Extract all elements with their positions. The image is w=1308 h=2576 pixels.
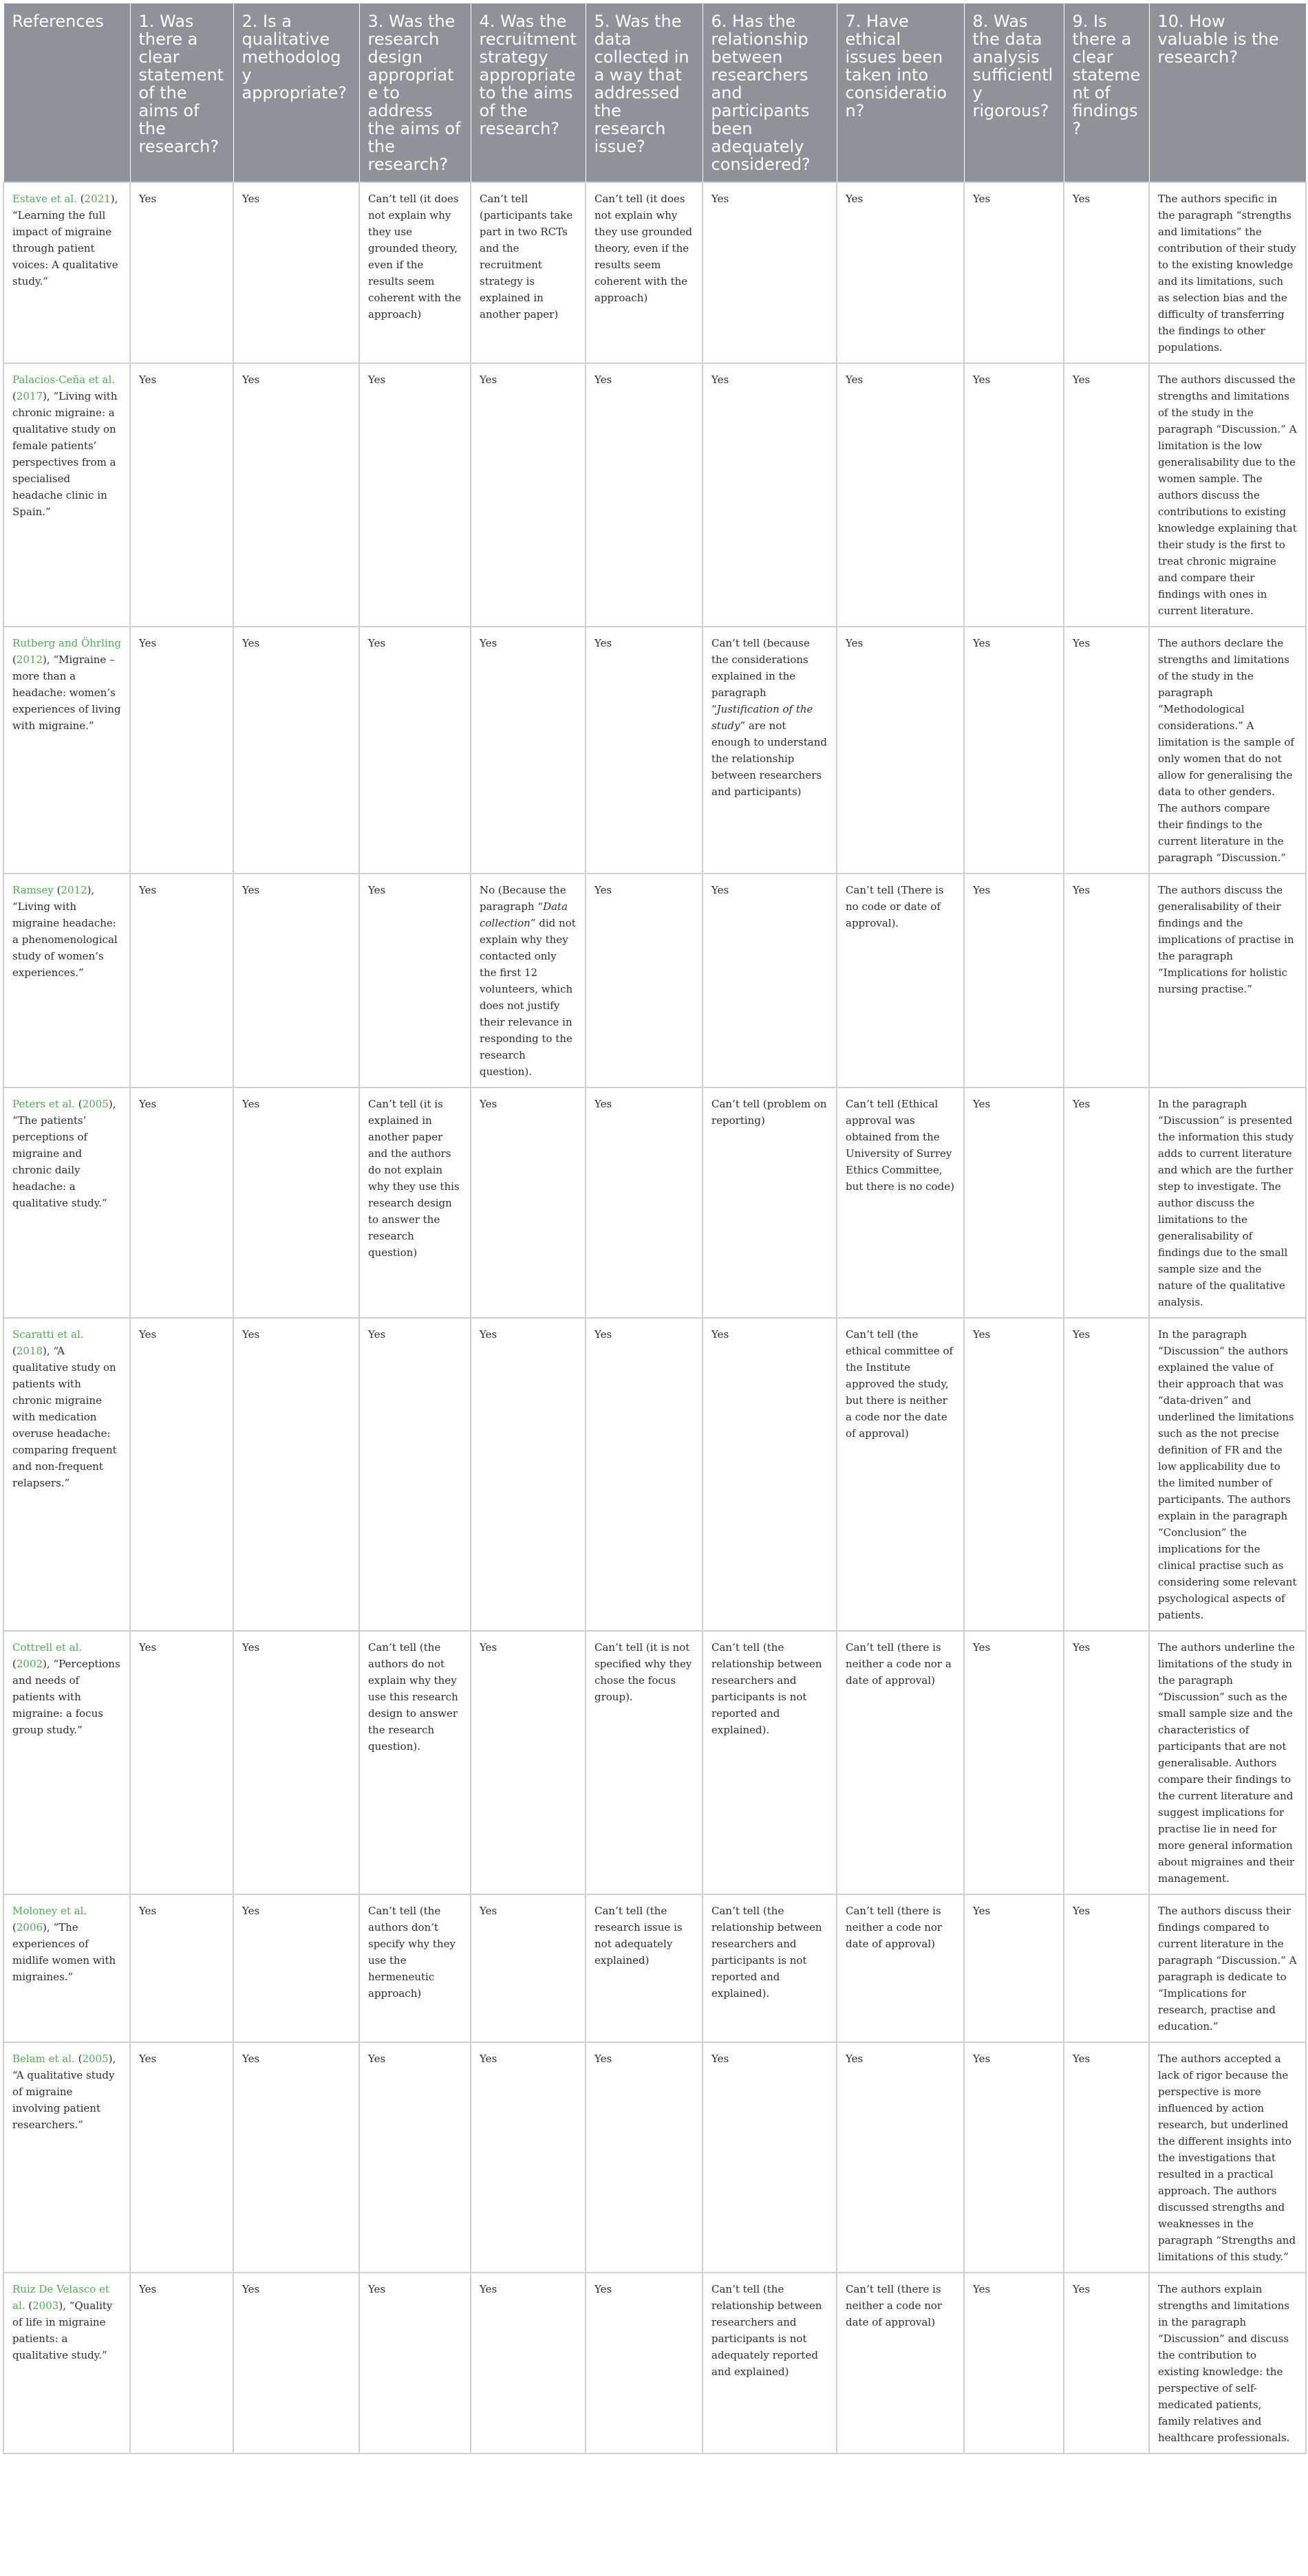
reference-author-link[interactable]: Estave et al. bbox=[12, 193, 77, 205]
cell-text: Yes bbox=[1073, 374, 1091, 386]
reference-year-link[interactable]: 2002 bbox=[16, 1658, 43, 1670]
cell-text: Yes bbox=[594, 2053, 612, 2065]
reference-title: “Perceptions and needs of patients with migraine: a focus group study.” bbox=[12, 1658, 120, 1736]
cell-text: Yes bbox=[594, 884, 612, 896]
answer-cell-q7 bbox=[837, 363, 964, 627]
table-row bbox=[3, 363, 1306, 627]
answer-cell-q4 bbox=[471, 1894, 586, 2042]
cell-text: Yes bbox=[242, 1098, 260, 1110]
answer-cell-q1 bbox=[130, 627, 233, 874]
cell-text: Can’t tell (there is neither a code nor date of approval) bbox=[846, 2283, 943, 2328]
answer-cell-q8 bbox=[964, 1318, 1064, 1631]
column-header-q7: 7. Have ethical issues been taken into consideration? bbox=[837, 3, 964, 183]
reference-cell: Belam et al. (2005), “A qualitative study of migraine involving patient researchers.” bbox=[3, 2042, 130, 2273]
value-assessment-cell bbox=[1149, 2273, 1306, 2454]
cell-text: Can’t tell (the research issue is not adequately explained) bbox=[594, 1905, 683, 1967]
cell-text: Can’t tell (the ethical committee of the Institute approved the study, but there is neither a code nor the date of approval) bbox=[846, 1328, 954, 1440]
value-assessment-cell bbox=[1149, 1631, 1306, 1894]
cell-text: Yes bbox=[1073, 1905, 1091, 1917]
cell-text: Yes bbox=[242, 193, 260, 205]
header-row bbox=[3, 3, 1306, 183]
cell-text: Yes bbox=[368, 637, 386, 649]
reference-cell: Palacios-Ceña et al. (2017), “Living with chronic migraine: a qualitative study on female patients’ perspectives from a specialised headache clinic in Spain.” bbox=[3, 363, 130, 627]
cell-text: Yes bbox=[480, 374, 497, 386]
column-header-q3: 3. Was the research design appropriate to address the aims of the research? bbox=[359, 3, 471, 183]
cell-text: Yes bbox=[1073, 1641, 1091, 1654]
cell-text: Yes bbox=[242, 637, 260, 649]
reference-author-link[interactable]: Scaratti et al. bbox=[12, 1328, 84, 1341]
cell-text: Can’t tell (Ethical approval was obtained from the University of Surrey Ethics Committee, but there is no code) bbox=[846, 1098, 954, 1193]
cell-text: The authors discussed the strengths and limitations of the study in the paragraph “Discussion.” A limitation is the low generalisability due to the women sample. The authors discuss the contributions to existing knowledge explaining that their study is the first to treat chronic migraine and compare their findings with ones in current literature. bbox=[1158, 374, 1297, 617]
answer-cell-q2 bbox=[233, 1631, 359, 1894]
column-header-q8: 8. Was the data analysis sufficiently rigorous? bbox=[964, 3, 1064, 183]
cell-text: Yes bbox=[368, 1328, 386, 1341]
cell-text: The authors underline the limitations of the study in the paragraph “Discussion” such as the small sample size and the characteristics of participants that are not generalisable. Authors compare their findings to the current literature and suggest implications for practise lie in need for more general information about migraines and their management. bbox=[1158, 1641, 1295, 1885]
cell-text: Yes bbox=[480, 1098, 497, 1110]
answer-cell-q6 bbox=[703, 1631, 837, 1894]
casp-quality-table bbox=[3, 3, 1307, 2454]
cell-text: Yes bbox=[594, 2283, 612, 2295]
answer-cell-q2 bbox=[233, 627, 359, 874]
cell-text: Yes bbox=[973, 1328, 991, 1341]
answer-cell-q2 bbox=[233, 874, 359, 1087]
cell-text: The authors discuss their findings compared to current literature in the paragraph “Discussion.” A paragraph is dedicate to “Implications for research, practise and education.” bbox=[1158, 1905, 1297, 2033]
column-header-q9: 9. Is there a clear statement of findings? bbox=[1064, 3, 1149, 183]
cell-text: Yes bbox=[973, 884, 991, 896]
cell-text: Yes bbox=[242, 2053, 260, 2065]
reference-title: “Living with migraine headache: a phenomenological study of women’s experiences.” bbox=[12, 900, 118, 979]
cell-text: Yes bbox=[1073, 193, 1091, 205]
cell-text: The authors declare the strengths and limitations of the study in the paragraph “Methodological considerations.” A limitation is the sample of only women that do not allow for generalising the data to other genders. The authors compare their findings to the current literature in the paragraph “Discussion.” bbox=[1158, 637, 1294, 864]
table-row bbox=[3, 1318, 1306, 1631]
answer-cell-q6 bbox=[703, 1894, 837, 2042]
table-header bbox=[3, 3, 1306, 183]
answer-cell-q3 bbox=[359, 2273, 471, 2454]
cell-text: Yes bbox=[480, 1328, 497, 1341]
reference-title: “Migraine – more than a headache: women’s experiences of living with migraine.” bbox=[12, 653, 121, 732]
answer-cell-q5 bbox=[586, 1318, 703, 1631]
table-row bbox=[3, 1087, 1306, 1318]
reference-title: “A qualitative study on patients with chronic migraine with medication overuse headache: comparing frequent and non-frequent relapsers.” bbox=[12, 1345, 117, 1489]
value-assessment-cell bbox=[1149, 2042, 1306, 2273]
cell-text: Yes bbox=[594, 637, 612, 649]
cell-text: Can’t tell (it does not explain why they use grounded theory, even if the results seem coherent with the approach) bbox=[594, 193, 693, 304]
table-row bbox=[3, 2273, 1306, 2454]
reference-author-link[interactable]: Rutberg and Öhrling bbox=[12, 637, 121, 649]
answer-cell-q6 bbox=[703, 2273, 837, 2454]
reference-title: “A qualitative study of migraine involving patient researchers.” bbox=[12, 2069, 115, 2131]
reference-year-link[interactable]: 2005 bbox=[82, 1098, 109, 1110]
reference-cell: Moloney et al. (2006), “The experiences of midlife women with migraines.” bbox=[3, 1894, 130, 2042]
answer-cell-q9 bbox=[1064, 363, 1149, 627]
cell-text: Yes bbox=[1073, 2283, 1091, 2295]
answer-cell-q7 bbox=[837, 1894, 964, 2042]
answer-cell-q3 bbox=[359, 182, 471, 363]
answer-cell-q9 bbox=[1064, 627, 1149, 874]
reference-cell: Scaratti et al. (2018), “A qualitative study on patients with chronic migraine with medication overuse headache: comparing frequent and non-frequent relapsers.” bbox=[3, 1318, 130, 1631]
answer-cell-q5 bbox=[586, 1894, 703, 2042]
table-row bbox=[3, 627, 1306, 874]
answer-cell-q7 bbox=[837, 1631, 964, 1894]
cell-text: Can’t tell (there is neither a code nor a date of approval) bbox=[846, 1641, 952, 1687]
cell-text: Yes bbox=[594, 374, 612, 386]
column-header-q10: 10. How valuable is the research? bbox=[1149, 3, 1306, 183]
column-header-references: References bbox=[3, 3, 130, 183]
answer-cell-q3 bbox=[359, 1631, 471, 1894]
reference-title: “Living with chronic migraine: a qualitative study on female patients’ perspectives from a specialised headache clinic in Spain.” bbox=[12, 390, 118, 518]
cell-text: Yes bbox=[368, 884, 386, 896]
answer-cell-q4 bbox=[471, 1318, 586, 1631]
answer-cell-q9 bbox=[1064, 182, 1149, 363]
cell-text: Yes bbox=[139, 884, 157, 896]
value-assessment-cell bbox=[1149, 874, 1306, 1087]
answer-cell-q1 bbox=[130, 1894, 233, 2042]
cell-text: No (Because the paragraph “Data collection” did not explain why they contacted only the first 12 volunteers, which does not justify their relevance in responding to the research question). bbox=[480, 884, 576, 1078]
cell-text: Yes bbox=[711, 2053, 729, 2065]
cell-text: Yes bbox=[1073, 884, 1091, 896]
answer-cell-q1 bbox=[130, 1087, 233, 1318]
answer-cell-q2 bbox=[233, 1318, 359, 1631]
cell-text: Yes bbox=[973, 2053, 991, 2065]
cell-text: Can’t tell (participants take part in two RCTs and the recruitment strategy is explained in another paper) bbox=[480, 193, 573, 321]
answer-cell-q7 bbox=[837, 1087, 964, 1318]
answer-cell-q5 bbox=[586, 182, 703, 363]
cell-text: Yes bbox=[242, 374, 260, 386]
answer-cell-q9 bbox=[1064, 874, 1149, 1087]
cell-text: Can’t tell (the relationship between researchers and participants is not reported and explained). bbox=[711, 1905, 822, 2000]
answer-cell-q6 bbox=[703, 2042, 837, 2273]
answer-cell-q2 bbox=[233, 2273, 359, 2454]
cell-text: Yes bbox=[139, 193, 157, 205]
cell-text: Yes bbox=[368, 2283, 386, 2295]
cell-text: Can’t tell (the authors do not explain why they use this research design to answer the research question). bbox=[368, 1641, 458, 1753]
answer-cell-q8 bbox=[964, 182, 1064, 363]
answer-cell-q8 bbox=[964, 1631, 1064, 1894]
answer-cell-q6 bbox=[703, 363, 837, 627]
answer-cell-q4 bbox=[471, 874, 586, 1087]
answer-cell-q9 bbox=[1064, 2273, 1149, 2454]
cell-text: Yes bbox=[242, 2283, 260, 2295]
cell-text: Yes bbox=[480, 2053, 497, 2065]
answer-cell-q3 bbox=[359, 2042, 471, 2273]
cell-text: Yes bbox=[846, 2053, 864, 2065]
cell-text: Can’t tell (the authors don’t specify why they use the hermeneutic approach) bbox=[368, 1905, 455, 2000]
value-assessment-cell bbox=[1149, 363, 1306, 627]
table-row bbox=[3, 182, 1306, 363]
answer-cell-q5 bbox=[586, 1631, 703, 1894]
cell-text: Yes bbox=[480, 637, 497, 649]
cell-text: Can’t tell (the relationship between researchers and participants is not adequately reported and explained) bbox=[711, 2283, 822, 2378]
answer-cell-q9 bbox=[1064, 2042, 1149, 2273]
cell-text: Can’t tell (it is not specified why they chose the focus group). bbox=[594, 1641, 692, 1703]
reference-cell: Ramsey (2012), “Living with migraine headache: a phenomenological study of women’s experiences.” bbox=[3, 874, 130, 1087]
cell-text: Yes bbox=[480, 1641, 497, 1654]
answer-cell-q4 bbox=[471, 2273, 586, 2454]
cell-text: Yes bbox=[594, 1328, 612, 1341]
answer-cell-q1 bbox=[130, 2042, 233, 2273]
cell-text: The authors specific in the paragraph “strengths and limitations” the contribution of their study to the existing knowledge and its limitations, such as selection bias and the difficulty of transferring the findings to other populations. bbox=[1158, 193, 1296, 354]
answer-cell-q5 bbox=[586, 2042, 703, 2273]
answer-cell-q1 bbox=[130, 363, 233, 627]
answer-cell-q8 bbox=[964, 627, 1064, 874]
answer-cell-q4 bbox=[471, 627, 586, 874]
cell-text: Yes bbox=[711, 193, 729, 205]
answer-cell-q2 bbox=[233, 1087, 359, 1318]
cell-text: Can’t tell (it does not explain why they use grounded theory, even if the results seem coherent with the approach) bbox=[368, 193, 462, 321]
cell-text: Yes bbox=[368, 2053, 386, 2065]
answer-cell-q4 bbox=[471, 1631, 586, 1894]
cell-text: Yes bbox=[846, 374, 864, 386]
answer-cell-q4 bbox=[471, 363, 586, 627]
column-header-q6: 6. Has the relationship between researchers and participants been adequately considered? bbox=[703, 3, 837, 183]
reference-cell: Rutberg and Öhrling (2012), “Migraine – more than a headache: women’s experiences of living with migraine.” bbox=[3, 627, 130, 874]
cell-text: Yes bbox=[973, 2283, 991, 2295]
cell-text: Yes bbox=[1073, 637, 1091, 649]
answer-cell-q3 bbox=[359, 363, 471, 627]
value-assessment-cell bbox=[1149, 627, 1306, 874]
answer-cell-q9 bbox=[1064, 1087, 1149, 1318]
cell-text: Yes bbox=[242, 1328, 260, 1341]
answer-cell-q3 bbox=[359, 1318, 471, 1631]
cell-text: Yes bbox=[594, 1098, 612, 1110]
answer-cell-q8 bbox=[964, 2042, 1064, 2273]
cell-text: The authors accepted a lack of rigor because the perspective is more influenced by action research, but underlined the different insights into the investigations that resulted in a practical approach. The authors discussed strengths and weaknesses in the paragraph “Strengths and limitations of this study.” bbox=[1158, 2053, 1296, 2263]
cell-text: Yes bbox=[973, 193, 991, 205]
cell-text: Can’t tell (there is neither a code nor date of approval) bbox=[846, 1905, 943, 1950]
answer-cell-q4 bbox=[471, 182, 586, 363]
answer-cell-q7 bbox=[837, 182, 964, 363]
cell-text: Yes bbox=[973, 1098, 991, 1110]
answer-cell-q7 bbox=[837, 1318, 964, 1631]
cell-text: Yes bbox=[1073, 2053, 1091, 2065]
answer-cell-q7 bbox=[837, 2273, 964, 2454]
table-row bbox=[3, 1894, 1306, 2042]
reference-author-link[interactable]: Palacios-Ceña et al. bbox=[12, 374, 116, 386]
reference-author-link[interactable]: Cottrell et al. bbox=[12, 1641, 83, 1654]
reference-title: “The experiences of midlife women with migraines.” bbox=[12, 1921, 116, 1983]
cell-text: Can’t tell (There is no code or date of approval). bbox=[846, 884, 944, 929]
cell-text: In the paragraph “Discussion” is presented the information this study adds to current literature and which are the further step to investigate. The author discuss the limitations to the generalisability of findings due to the small sample size and the nature of the qualitative analysis. bbox=[1158, 1098, 1294, 1308]
cell-text: Yes bbox=[846, 637, 864, 649]
table-row bbox=[3, 2042, 1306, 2273]
answer-cell-q8 bbox=[964, 874, 1064, 1087]
answer-cell-q5 bbox=[586, 627, 703, 874]
reference-title: “Quality of life in migraine patients: a qualitative study.” bbox=[12, 2299, 113, 2361]
cell-text: Yes bbox=[973, 637, 991, 649]
table-row bbox=[3, 1631, 1306, 1894]
cell-text: Can’t tell (it is explained in another paper and the authors do not explain why they use this research design to answer the research question) bbox=[368, 1098, 460, 1259]
reference-author-link[interactable]: Moloney et al. bbox=[12, 1905, 87, 1917]
cell-text: Can’t tell (the relationship between researchers and participants is not reported and explained). bbox=[711, 1641, 822, 1736]
reference-year-link[interactable]: 2018 bbox=[16, 1345, 43, 1357]
reference-author-link[interactable]: Belam et al. bbox=[12, 2053, 75, 2065]
cell-text: Yes bbox=[139, 374, 157, 386]
cell-text: Yes bbox=[139, 2283, 157, 2295]
cell-text: Yes bbox=[242, 1641, 260, 1654]
cell-text: Yes bbox=[1073, 1328, 1091, 1341]
cell-text: Yes bbox=[480, 1905, 497, 1917]
column-header-q4: 4. Was the recruitment strategy appropriate to the aims of the research? bbox=[471, 3, 586, 183]
cell-text: Yes bbox=[368, 374, 386, 386]
reference-year-link[interactable]: 2006 bbox=[16, 1921, 43, 1934]
cell-text: Yes bbox=[846, 193, 864, 205]
cell-text: Yes bbox=[242, 884, 260, 896]
answer-cell-q2 bbox=[233, 2042, 359, 2273]
answer-cell-q6 bbox=[703, 1087, 837, 1318]
answer-cell-q6 bbox=[703, 874, 837, 1087]
answer-cell-q6 bbox=[703, 1318, 837, 1631]
reference-year-link[interactable]: 2017 bbox=[16, 390, 43, 402]
answer-cell-q3 bbox=[359, 1894, 471, 2042]
cell-text: Yes bbox=[139, 1098, 157, 1110]
answer-cell-q2 bbox=[233, 182, 359, 363]
answer-cell-q8 bbox=[964, 363, 1064, 627]
cell-text: Can’t tell (problem on reporting) bbox=[711, 1098, 827, 1127]
value-assessment-cell bbox=[1149, 1894, 1306, 2042]
reference-cell: Estave et al. (2021), “Learning the full impact of migraine through patient voices: A qualitative study.” bbox=[3, 182, 130, 363]
cell-text: Yes bbox=[139, 637, 157, 649]
answer-cell-q2 bbox=[233, 1894, 359, 2042]
cell-text: In the paragraph “Discussion” the authors explained the value of their approach that was “data-driven” and underlined the limitations such as the not precise definition of FR and the low applicability due to the limited number of participants. The authors explain in the paragraph “Conclusion” the implications for the clinical practise such as considering some relevant psychological aspects of patients. bbox=[1158, 1328, 1297, 1621]
answer-cell-q2 bbox=[233, 363, 359, 627]
value-assessment-cell bbox=[1149, 1087, 1306, 1318]
answer-cell-q1 bbox=[130, 1631, 233, 1894]
reference-cell: Ruiz De Velasco et al. (2003), “Quality of life in migraine patients: a qualitative study.” bbox=[3, 2273, 130, 2454]
answer-cell-q9 bbox=[1064, 1894, 1149, 2042]
cell-text: Yes bbox=[711, 1328, 729, 1341]
cell-text: The authors explain strengths and limitations in the paragraph “Discussion” and discuss the contribution to existing knowledge: the perspective of self-medicated patients, family relatives and healthcare professionals. bbox=[1158, 2283, 1290, 2444]
cell-text: Yes bbox=[139, 1905, 157, 1917]
answer-cell-q9 bbox=[1064, 1318, 1149, 1631]
answer-cell-q8 bbox=[964, 1894, 1064, 2042]
cell-text: Yes bbox=[973, 1905, 991, 1917]
answer-cell-q7 bbox=[837, 874, 964, 1087]
answer-cell-q8 bbox=[964, 2273, 1064, 2454]
table-row bbox=[3, 874, 1306, 1087]
answer-cell-q5 bbox=[586, 874, 703, 1087]
reference-author-link[interactable]: Peters et al. bbox=[12, 1098, 76, 1110]
answer-cell-q1 bbox=[130, 182, 233, 363]
column-header-q5: 5. Was the data collected in a way that addressed the research issue? bbox=[586, 3, 703, 183]
answer-cell-q4 bbox=[471, 2042, 586, 2273]
reference-year-link[interactable]: 2005 bbox=[82, 2053, 109, 2065]
column-header-q1: 1. Was there a clear statement of the aims of the research? bbox=[130, 3, 233, 183]
answer-cell-q5 bbox=[586, 2273, 703, 2454]
cell-text: Yes bbox=[973, 374, 991, 386]
cell-text: Yes bbox=[711, 374, 729, 386]
cell-text: Yes bbox=[973, 1641, 991, 1654]
answer-cell-q7 bbox=[837, 627, 964, 874]
answer-cell-q7 bbox=[837, 2042, 964, 2273]
cell-text: Can’t tell (because the considerations explained in the paragraph “Justification of the study” are not enough to understand the relationship between researchers and participants) bbox=[711, 637, 827, 798]
answer-cell-q3 bbox=[359, 874, 471, 1087]
reference-author-link[interactable]: Ruiz De Velasco et al. bbox=[12, 2283, 109, 2312]
answer-cell-q6 bbox=[703, 627, 837, 874]
reference-year-link[interactable]: 2021 bbox=[84, 193, 111, 205]
answer-cell-q6 bbox=[703, 182, 837, 363]
answer-cell-q5 bbox=[586, 1087, 703, 1318]
answer-cell-q1 bbox=[130, 874, 233, 1087]
reference-year-link[interactable]: 2003 bbox=[32, 2299, 59, 2312]
reference-title: “The patients’ perceptions of migraine and chronic daily headache: a qualitative study.” bbox=[12, 1114, 107, 1209]
answer-cell-q8 bbox=[964, 1087, 1064, 1318]
answer-cell-q4 bbox=[471, 1087, 586, 1318]
cell-text: The authors discuss the generalisability of their findings and the implications of practise in the paragraph “Implications for holistic nursing practise.” bbox=[1158, 884, 1294, 995]
reference-cell: Cottrell et al. (2002), “Perceptions and needs of patients with migraine: a focus group study.” bbox=[3, 1631, 130, 1894]
cell-text: Yes bbox=[480, 2283, 497, 2295]
table-body bbox=[3, 182, 1306, 2454]
value-assessment-cell bbox=[1149, 182, 1306, 363]
reference-title: “Learning the full impact of migraine through patient voices: A qualitative study.” bbox=[12, 209, 118, 288]
cell-text: Yes bbox=[711, 884, 729, 896]
answer-cell-q1 bbox=[130, 1318, 233, 1631]
answer-cell-q3 bbox=[359, 1087, 471, 1318]
value-assessment-cell bbox=[1149, 1318, 1306, 1631]
answer-cell-q1 bbox=[130, 2273, 233, 2454]
cell-text: Yes bbox=[139, 1328, 157, 1341]
cell-text: Yes bbox=[242, 1905, 260, 1917]
cell-text: Yes bbox=[139, 2053, 157, 2065]
answer-cell-q5 bbox=[586, 363, 703, 627]
reference-author-link[interactable]: Ramsey bbox=[12, 884, 54, 896]
reference-year-link[interactable]: 2012 bbox=[61, 884, 87, 896]
reference-cell: Peters et al. (2005), “The patients’ perceptions of migraine and chronic daily headache: a qualitative study.” bbox=[3, 1087, 130, 1318]
answer-cell-q3 bbox=[359, 627, 471, 874]
cell-text: Yes bbox=[1073, 1098, 1091, 1110]
reference-year-link[interactable]: 2012 bbox=[16, 653, 43, 666]
cell-text: Yes bbox=[139, 1641, 157, 1654]
answer-cell-q9 bbox=[1064, 1631, 1149, 1894]
column-header-q2: 2. Is a qualitative methodology appropriate? bbox=[233, 3, 359, 183]
